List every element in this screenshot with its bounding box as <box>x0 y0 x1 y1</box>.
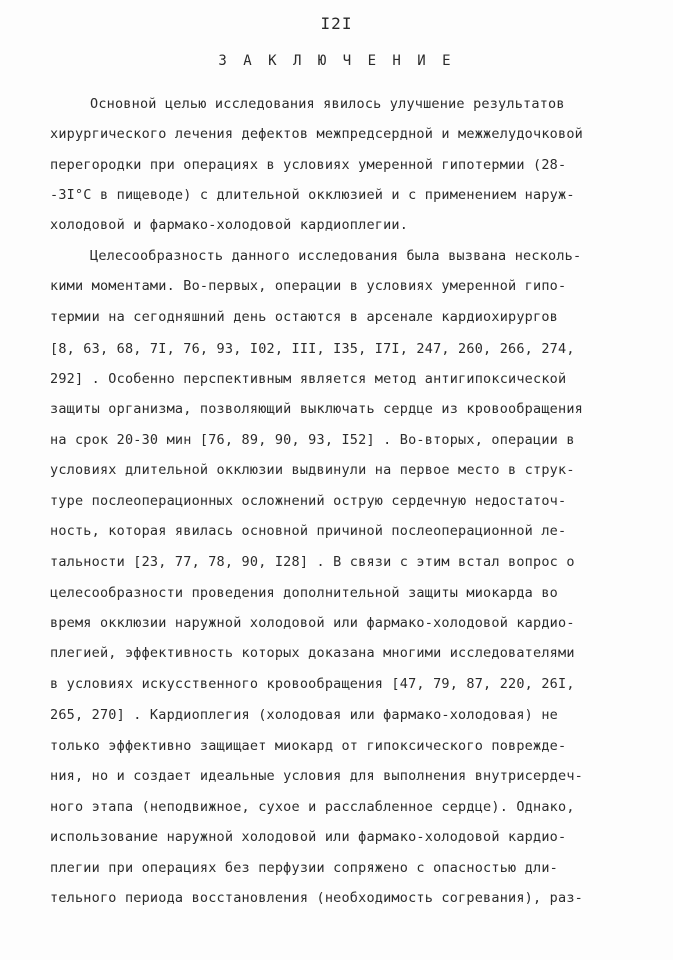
text-line: кими моментами. Во-первых, операции в условиях умеренной гипо- <box>50 278 567 294</box>
text-line: использование наружной холодовой или фармако-холодовой кардио- <box>50 829 567 845</box>
text-line: ного этапа (неподвижное, сухое и расслабленное сердце). Однако, <box>50 799 575 815</box>
text-line: время окклюзии наружной холодовой или фармако-холодовой кардио- <box>50 615 575 631</box>
text-line: 292] . Особенно перспективным является метод антигипоксической <box>50 371 567 387</box>
text-line: -3I°С в пищеводе) с длительной окклюзией и с применением наруж- <box>50 187 575 203</box>
text-line: Целесообразность данного исследования была вызвана несколь- <box>90 248 582 264</box>
text-line: плегии при операциях без перфузии сопряжено с опасностью дли- <box>50 860 558 876</box>
text-line: тальности [23, 77, 78, 90, I28] . В связи с этим встал вопрос о <box>50 554 575 570</box>
text-line: ния, но и создает идеальные условия для выполнения внутрисердеч- <box>50 768 583 784</box>
text-line: хирургического лечения дефектов межпредсердной и межжелудочковой <box>50 126 583 142</box>
page-number: I2I <box>320 14 353 33</box>
text-line: термии на сегодняшний день остаются в арсенале кардиохирургов <box>50 309 558 325</box>
text-line: тельного периода восстановления (необходимость согревания), раз- <box>50 890 583 906</box>
section-heading: З А К Л Ю Ч Е Н И Е <box>218 53 455 69</box>
text-line: ность, которая явилась основной причиной послеоперационной ле- <box>50 523 567 539</box>
text-line: условиях длительной окклюзии выдвинули на первое место в струк- <box>50 462 575 478</box>
text-line: [8, 63, 68, 7I, 76, 93, I02, III, I35, I7I, 247, 260, 266, 274, <box>50 341 575 357</box>
text-line: защиты организма, позволяющий выключать сердце из кровообращения <box>50 401 583 417</box>
text-line: туре послеоперационных осложнений острую сердечную недостаточ- <box>50 493 567 509</box>
text-line: Основной целью исследования явилось улучшение результатов <box>90 96 565 112</box>
text-line: 265, 270] . Кардиоплегия (холодовая или фармако-холодовая) не <box>50 707 558 723</box>
text-line: только эффективно защищает миокард от гипоксического поврежде- <box>50 738 567 754</box>
text-line: на срок 20-30 мин [76, 89, 90, 93, I52] . Во-вторых, операции в <box>50 432 575 448</box>
text-line: целесообразности проведения дополнительной защиты миокарда во <box>50 585 558 601</box>
text-line: холодовой и фармако-холодовой кардиоплегии. <box>50 217 409 233</box>
text-line: в условиях искусственного кровообращения [47, 79, 87, 220, 26I, <box>50 676 575 692</box>
text-line: перегородки при операциях в условиях умеренной гипотермии (28- <box>50 157 567 173</box>
text-line: плегией, эффективность которых доказана многими исследователями <box>50 645 575 661</box>
